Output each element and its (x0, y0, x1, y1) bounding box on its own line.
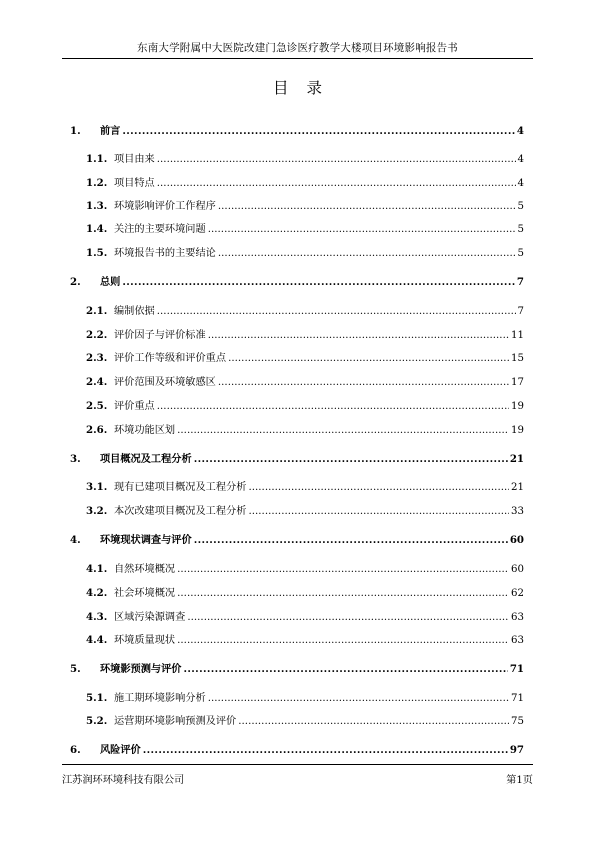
toc-entry-title: 前言 (100, 125, 121, 137)
toc-entry-page: 4 (516, 125, 524, 137)
toc-entry-page: 60 (511, 564, 524, 575)
toc-entry-number: 4.3. (86, 611, 108, 623)
toc-entry-title: 风险评价 (100, 744, 141, 756)
toc-section-entry[interactable] (86, 691, 524, 705)
toc-entry-page: 71 (509, 663, 524, 675)
toc-dot-leader (177, 563, 509, 577)
toc-chapter-entry[interactable] (70, 452, 524, 466)
toc-entry-number: 5.2. (86, 715, 108, 727)
toc-entry-page: 75 (511, 716, 524, 727)
toc-entry-title: 评价因子与评价标准 (114, 330, 206, 341)
toc-entry-number: 5. (70, 663, 81, 675)
toc-dot-leader (218, 200, 516, 214)
toc-section-entry[interactable] (86, 222, 524, 236)
toc-dot-leader (177, 634, 509, 648)
toc-entry-title: 项目概况及工程分析 (100, 453, 192, 465)
footer-company: 江苏润环环境科技有限公司 (62, 775, 185, 786)
toc-entry-number: 1.4. (86, 223, 108, 235)
toc-entry-title: 运营期环境影响预测及评价 (114, 716, 237, 727)
toc-section-entry[interactable] (86, 714, 524, 728)
toc-entry-title: 编制依据 (114, 306, 155, 317)
toc-entry-title: 评价工作等级和评价重点 (114, 353, 227, 364)
toc-dot-leader (122, 124, 515, 139)
toc-dot-leader (248, 481, 509, 495)
toc-chapter-entry[interactable] (70, 533, 524, 547)
toc-entry-title: 现有已建项目概况及工程分析 (114, 482, 247, 493)
toc-entry-title: 项目由来 (114, 154, 155, 165)
toc-dot-leader (194, 452, 508, 467)
toc-entry-title: 环境影预测与评价 (100, 663, 182, 675)
toc-dot-leader (177, 424, 509, 438)
toc-dot-leader (228, 352, 509, 366)
toc-entry-number: 2.2. (86, 329, 108, 341)
toc-dot-leader (218, 376, 509, 390)
toc-entry-page: 62 (511, 588, 524, 599)
toc-dot-leader (143, 743, 508, 758)
toc-entry-page: 97 (509, 744, 524, 756)
toc-entry-number: 5.1. (86, 692, 108, 704)
toc-section-entry[interactable] (86, 199, 524, 213)
toc-entry-number: 2.5. (86, 400, 108, 412)
toc-entry-number: 3.2. (86, 505, 108, 517)
toc-entry-page: 7 (516, 276, 524, 288)
toc-entry-number: 2.4. (86, 376, 108, 388)
toc-entry-number: 2.1. (86, 305, 108, 317)
toc-dot-leader (248, 505, 509, 519)
toc-chapter-entry[interactable] (70, 124, 524, 138)
toc-entry-number: 1.2. (86, 177, 108, 189)
toc-entry-page: 5 (517, 201, 524, 212)
toc-dot-leader (157, 400, 509, 414)
toc-entry-page: 33 (511, 506, 524, 517)
toc-dot-leader (187, 611, 509, 625)
toc-section-entry[interactable] (86, 176, 524, 190)
toc-section-entry[interactable] (86, 480, 524, 494)
toc-entry-page: 7 (517, 306, 524, 317)
toc-entry-page: 11 (511, 330, 524, 341)
toc-section-entry[interactable] (86, 586, 524, 600)
toc-entry-page: 71 (511, 693, 524, 704)
toc-section-entry[interactable] (86, 351, 524, 365)
toc-entry-number: 4.2. (86, 587, 108, 599)
toc-entry-number: 4.1. (86, 563, 108, 575)
toc-dot-leader (218, 247, 516, 261)
toc-entry-title: 项目特点 (114, 178, 155, 189)
toc-entry-page: 5 (517, 248, 524, 259)
toc-entry-page: 4 (517, 178, 524, 189)
toc-dot-leader (238, 715, 509, 729)
toc-entry-title: 环境质量现状 (114, 635, 176, 646)
toc-entry-page: 15 (511, 353, 524, 364)
toc-section-entry[interactable] (86, 246, 524, 260)
toc-section-entry[interactable] (86, 423, 524, 437)
toc-entry-number: 1. (70, 125, 81, 137)
footer-page-number: 第1页 (506, 775, 533, 786)
toc-entry-page: 4 (517, 154, 524, 165)
toc-entry-number: 6. (70, 744, 81, 756)
toc-entry-number: 1.3. (86, 200, 108, 212)
toc-dot-leader (208, 692, 509, 706)
toc-entry-number: 3. (70, 453, 81, 465)
toc-dot-leader (157, 177, 516, 191)
toc-chapter-entry[interactable] (70, 743, 524, 757)
toc-entry-number: 4.4. (86, 634, 108, 646)
toc-entry-title: 施工期环境影响分析 (114, 693, 206, 704)
toc-entry-number: 2.6. (86, 424, 108, 436)
toc-dot-leader (184, 662, 508, 677)
toc-dot-leader (208, 329, 509, 343)
toc-section-entry[interactable] (86, 375, 524, 389)
toc-section-entry[interactable] (86, 328, 524, 342)
toc-entry-page: 60 (509, 534, 524, 546)
toc-entry-page: 5 (517, 224, 524, 235)
toc-entry-title: 评价重点 (114, 401, 155, 412)
toc-entry-number: 1.5. (86, 247, 108, 259)
toc-entry-page: 21 (509, 453, 524, 465)
header-rule (62, 58, 533, 59)
toc-entry-title: 总则 (100, 276, 121, 288)
footer-rule (62, 764, 533, 765)
toc-dot-leader (194, 533, 508, 548)
toc-title: 目录 (272, 79, 340, 97)
toc-dot-leader (122, 275, 515, 290)
toc-entry-number: 1.1. (86, 153, 108, 165)
toc-dot-leader (177, 587, 509, 601)
toc-entry-page: 19 (511, 425, 524, 436)
toc-entry-number: 2. (70, 276, 81, 288)
toc-entry-page: 63 (511, 612, 524, 623)
toc-entry-page: 63 (511, 635, 524, 646)
toc-section-entry[interactable] (86, 633, 524, 647)
toc-section-entry[interactable] (86, 504, 524, 518)
toc-entry-title: 环境报告书的主要结论 (114, 248, 216, 259)
toc-entry-page: 17 (511, 377, 524, 388)
toc-section-entry[interactable] (86, 562, 524, 576)
toc-entry-title: 环境影响评价工作程序 (114, 201, 216, 212)
toc-entry-page: 19 (511, 401, 524, 412)
toc-entry-number: 4. (70, 534, 81, 546)
toc-dot-leader (157, 305, 516, 319)
toc-chapter-entry[interactable] (70, 662, 524, 676)
toc-entry-title: 本次改建项目概况及工程分析 (114, 506, 247, 517)
toc-section-entry[interactable] (86, 399, 524, 413)
toc-entry-title: 自然环境概况 (114, 564, 176, 575)
toc-entry-title: 环境现状调查与评价 (100, 534, 192, 546)
toc-entry-title: 区域污染源调查 (114, 612, 186, 623)
toc-entry-title: 环境功能区划 (114, 425, 176, 436)
toc-entry-page: 21 (511, 482, 524, 493)
toc-dot-leader (157, 153, 516, 167)
toc-section-entry[interactable] (86, 610, 524, 624)
page-header: 东南大学附属中大医院改建门急诊医疗教学大楼项目环境影响报告书 (137, 42, 458, 54)
toc-section-entry[interactable] (86, 152, 524, 166)
toc-entry-number: 2.3. (86, 352, 108, 364)
toc-entry-number: 3.1. (86, 481, 108, 493)
toc-entry-title: 关注的主要环境问题 (114, 224, 206, 235)
toc-chapter-entry[interactable] (70, 275, 524, 289)
toc-section-entry[interactable] (86, 304, 524, 318)
toc-entry-title: 社会环境概况 (114, 588, 176, 599)
toc-dot-leader (208, 223, 516, 237)
toc-entry-title: 评价范围及环境敏感区 (114, 377, 216, 388)
